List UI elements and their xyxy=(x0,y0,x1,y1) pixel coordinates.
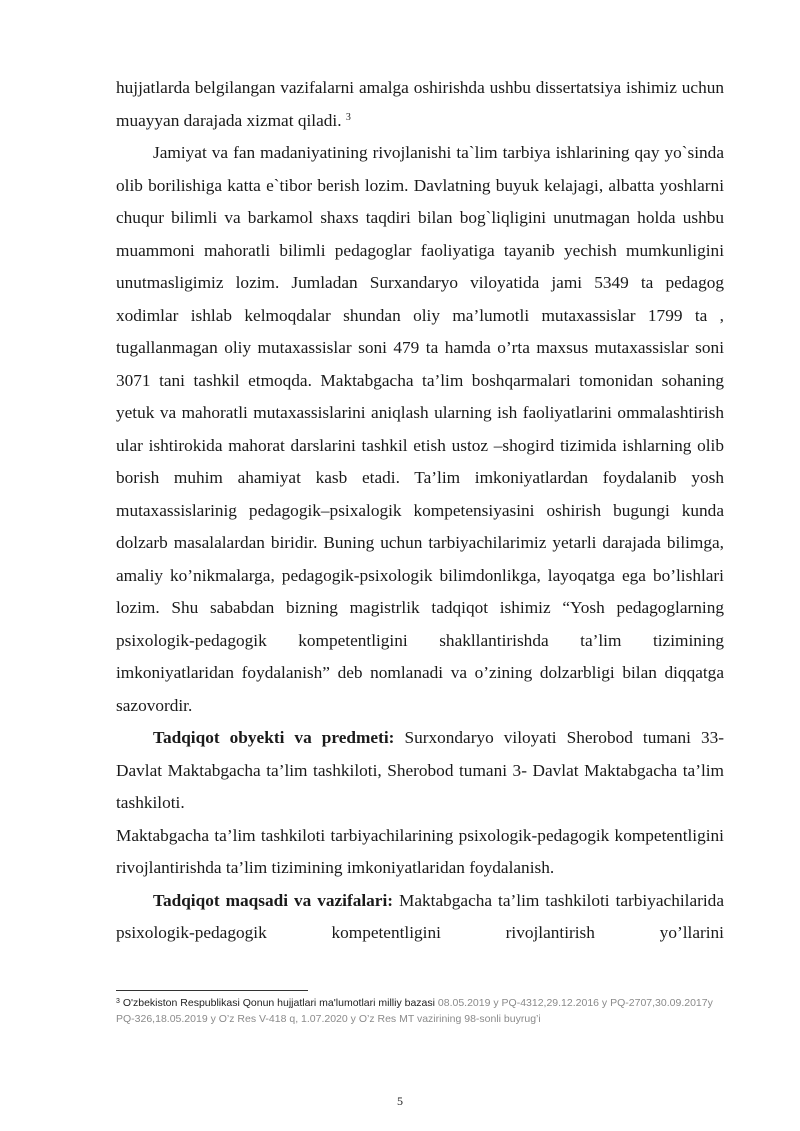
research-object-text: Surxondaryo viloyati Sherobod tumani 33- Davlat Maktabgacha ta’lim tashkiloti, Sherobod tumani 3- Davlat Maktabgacha ta’lim tashkiloti. xyxy=(116,728,724,812)
footnote-mark: 3 xyxy=(116,998,120,1005)
body-text xyxy=(116,72,724,950)
footnote-ref-3[interactable]: 3 xyxy=(345,111,351,123)
research-object-heading: Tadqiqot obyekti va predmeti: xyxy=(153,728,395,747)
paragraph-research-object xyxy=(116,722,724,820)
paragraph-research-subject: Maktabgacha ta’lim tashkiloti tarbiyachilarining psixologik-pedagogik kompetentligini rivojlantirishda ta’lim tizimining imkoniyatlaridan foydalanish. xyxy=(116,825,724,877)
paragraph-1-text: hujjatlarda belgilangan vazifalarni amalga oshirishda ushbu dissertatsiya ishimiz uchun muayyan darajada xizmat qiladi. xyxy=(116,78,724,130)
footnote-faded-text: 08.05.2019 y PQ-4312,29.12.2016 y PQ-2707,30.09.2017y PQ-326,18.05.2019 y O’z Res V-418 q, 1.07.2020 y O’z Res MT vazirining 98-sonli buyrug’i xyxy=(116,997,713,1025)
footnote-text: O'zbekiston Respublikasi Qonun hujjatlari ma'lumotlari milliy bazasi xyxy=(122,997,435,1009)
paragraph-2: Jamiyat va fan madaniyatining rivojlanishi ta`lim tarbiya ishlarining qay yo`sinda olib borilishiga katta e`tibor berish lozim. Davlatning buyuk kelajagi, albatta yoshlarni chuqur bilimli va barkamol shaxs taqdiri bilan bog`liqligini unutmagan holda ushbu muammoni mahoratli bilimli pedagoglar faoliyatiga tayanib yechish mumkunligini unutmasligimiz lozim. Jumladan Surxandaryo viloyatida jami 5349 ta pedagog xodimlar ishlab kelmoqdalar shundan oliy ma’lumotli mutaxassislar 1799 ta , tugallanmagan oliy mutaxassislar soni 479 ta hamda o’rta maxsus mutaxassislar soni 3071 tani tashkil etmoqda. Maktabgacha ta’lim boshqarmalari tomonidan sohaning yetuk va mahoratli mutaxassislarini aniqlash ularning ish faoliyatlarini ommalashtirish ular ishtirokida mahorat darslarini tashkil etish ustoz –shogird tizimida ishlarning olib borish muhim ahamiyat kasb etadi. Ta’lim imkoniyatlardan foydalanib yosh mutaxassislarinig pedagogik–psixalogik kompetensiyasini oshirish bugungi kunda dolzarb masalalardan biridir. Buning uchun tarbiyachilarimiz yetarli darajada bilimga, amaliy ko’nikmalarga, pedagogik-psixologik bilimdonlikga, layoqatga ega bo’lishlari lozim. Shu sababdan bizning magistrlik tadqiqot ishimiz “Yosh pedagoglarning psixologik-pedagogik kompetentligini shakllantirishda ta’lim tizimining imkoniyatlaridan foydalanish” deb nomlanadi va o’zining dolzarbligi bilan diqqatga sazovordir. xyxy=(116,143,724,715)
footnote xyxy=(116,995,726,1027)
research-goals-text: Maktabgacha ta’lim tashkiloti tarbiyachilarida psixologik-pedagogik kompetentligini rivojlantirish yo’llarini xyxy=(116,890,724,942)
research-goals-heading: Tadqiqot maqsadi va vazifalari: xyxy=(153,890,394,910)
paragraph-1 xyxy=(116,72,724,137)
paragraph-research-goals xyxy=(116,885,724,950)
footnote-separator xyxy=(116,990,308,991)
page-number: 5 xyxy=(397,1094,403,1108)
